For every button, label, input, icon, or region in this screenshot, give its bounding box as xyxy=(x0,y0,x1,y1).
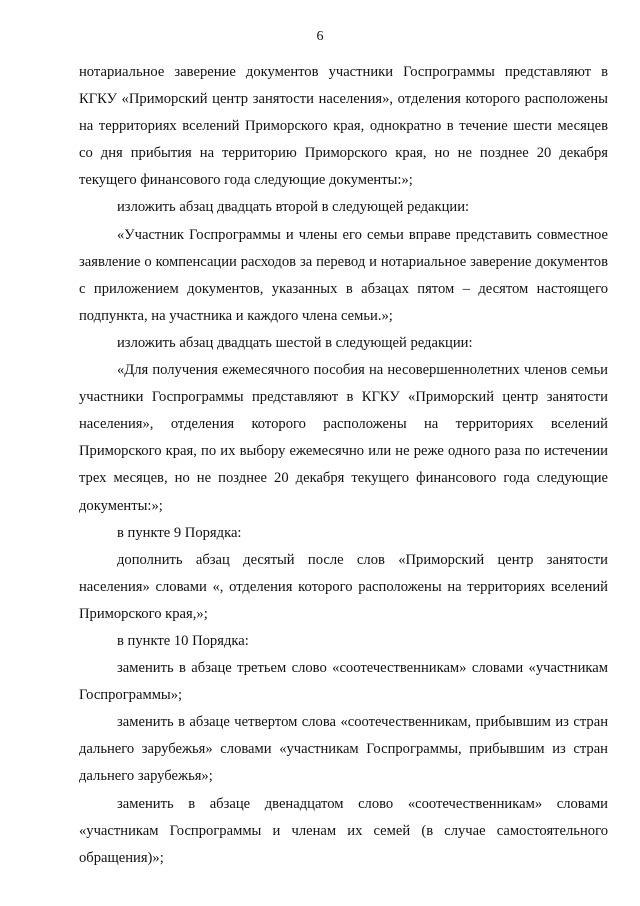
document-body xyxy=(79,59,608,872)
page-number: 6 xyxy=(316,29,324,44)
paragraph-quote-joint-application: «Участник Госпрограммы и члены его семьи вправе представить совместное заявление о компенсации расходов за перевод и нотариальное заверение документов с приложением документов, указанных в абзацах пятом – десятом настоящего подпункта, на участника и каждого члена семьи.»; xyxy=(79,226,608,324)
paragraph-item-9-addition: дополнить абзац десятый после слов «Приморский центр занятости населения» словами «, отделения которого расположены на территориях вселений Приморского края,»; xyxy=(79,551,608,622)
paragraph-item-10-third: заменить в абзаце третьем слово «соотечественникам» словами «участникам Госпрограммы»; xyxy=(79,660,608,704)
paragraph-quote-monthly-allowance: «Для получения ежемесячного пособия на несовершеннолетних членов семьи участники Госпрограммы представляют в КГКУ «Приморский центр занятости населения», отделения которого расположены на территориях вселений Приморского края, по их выбору ежемесячно или не реже одного раза по истечении трех месяцев, но не позднее 20 декабря текущего финансового года следующие документы:»; xyxy=(79,362,608,514)
paragraph-amendment-22: изложить абзац двадцать второй в следующей редакции: xyxy=(117,199,470,216)
paragraph-item-10-fourth: заменить в абзаце четвертом слова «соотечественникам, прибывшим из стран дальнего зарубежья» словами «участникам Госпрограммы, прибывшим из стран дальнего зарубежья»; xyxy=(79,714,608,785)
paragraph-item-10: в пункте 10 Порядка: xyxy=(117,632,249,649)
paragraph-item-10-twelfth: заменить в абзаце двенадцатом слово «соотечественникам» словами «участникам Госпрограммы и членам их семей (в случае самостоятельного обращения)»; xyxy=(79,795,608,866)
paragraph-amendment-26: изложить абзац двадцать шестой в следующей редакции: xyxy=(117,334,473,351)
paragraph-item-9: в пункте 9 Порядка: xyxy=(117,524,242,541)
paragraph-continuation: нотариальное заверение документов участники Госпрограммы представляют в КГКУ «Приморский центр занятости населения», отделения которого расположены на территориях вселений Приморского края, однократно в течение шести месяцев со дня прибытия на территорию Приморского края, но не позднее 20 декабря текущего финансового года следующие документы:»; xyxy=(79,64,608,189)
